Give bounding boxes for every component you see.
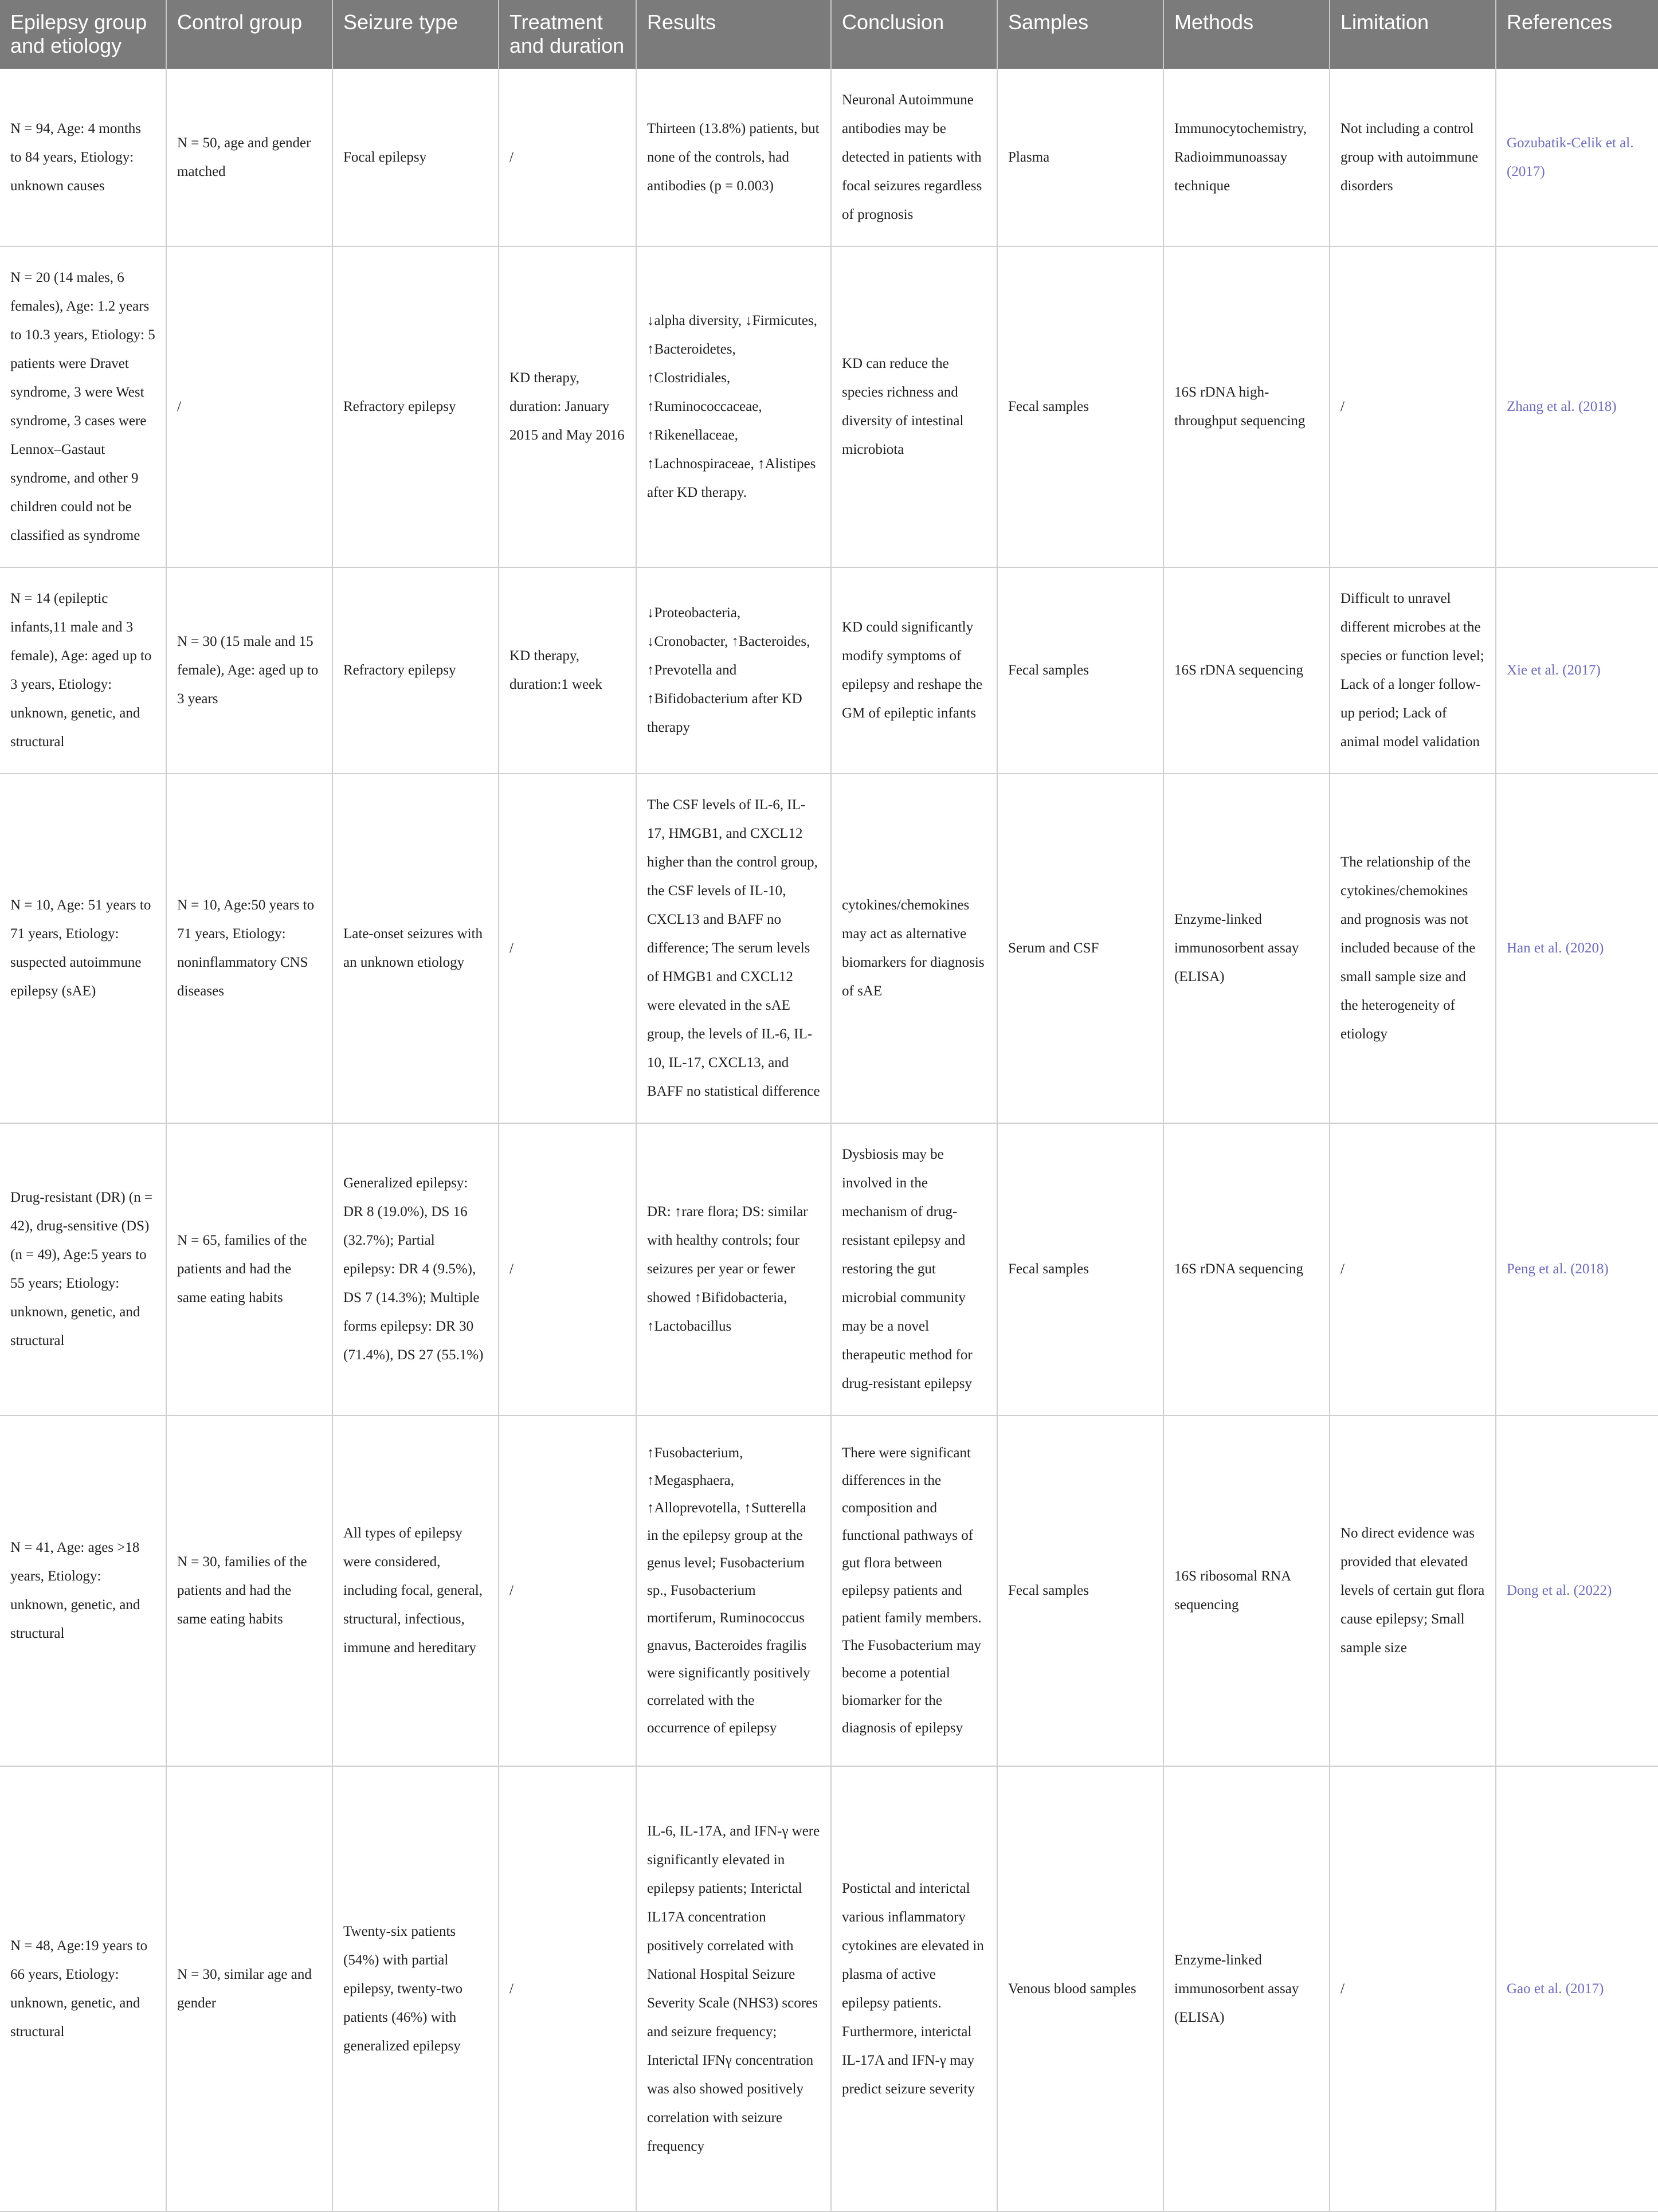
treatment-cell: / [499, 1766, 636, 2211]
conclusion-cell: KD can reduce the species richness and diversity of intestinal microbiota [831, 246, 997, 567]
conclusion-cell: Postictal and interictal various inflammatory cytokines are elevated in plasma of active epilepsy patients. Furthermore, interictal IL-17A and IFN-γ may predict seizure severity [831, 1766, 997, 2211]
results-cell: ↓alpha diversity, ↓Firmicutes, ↑Bacteroidetes, ↑Clostridiales, ↑Ruminococcaceae, ↑Rikenellaceae, ↑Lachnospiraceae, ↑Alistipes after KD therapy. [636, 246, 831, 567]
control-group-cell: N = 65, families of the patients and had the same eating habits [166, 1123, 332, 1415]
samples-cell: Fecal samples [997, 1123, 1163, 1415]
epilepsy-group-cell: N = 48, Age:19 years to 66 years, Etiology: unknown, genetic, and structural [0, 1766, 166, 2211]
limitation-cell: No direct evidence was provided that elevated levels of certain gut flora cause epilepsy; Small sample size [1330, 1415, 1496, 1766]
methods-cell: 16S rDNA high-throughput sequencing [1163, 246, 1330, 567]
samples-cell: Fecal samples [997, 1415, 1163, 1766]
limitation-cell: The relationship of the cytokines/chemokines and prognosis was not included because of the small sample size and the heterogeneity of etiology [1330, 774, 1496, 1123]
seizure-type-cell: Focal epilepsy [332, 69, 499, 246]
conclusion-cell: There were significant differences in the composition and functional pathways of gut flora between epilepsy patients and patient family members. The Fusobacterium may become a potential biomarker for the diagnosis of epilepsy [831, 1415, 997, 1766]
table-row [0, 774, 1658, 1123]
table-row [0, 567, 1658, 774]
conclusion-cell: KD could significantly modify symptoms of epilepsy and reshape the GM of epileptic infants [831, 567, 997, 774]
table-row [0, 1415, 1658, 1766]
column-header-methods: Methods [1163, 0, 1330, 69]
control-group-cell: N = 50, age and gender matched [166, 69, 332, 246]
methods-cell: 16S rDNA sequencing [1163, 1123, 1330, 1415]
results-cell: Thirteen (13.8%) patients, but none of the controls, had antibodies (p = 0.003) [636, 69, 831, 246]
limitation-cell: / [1330, 1766, 1496, 2211]
conclusion-cell: Dysbiosis may be involved in the mechanism of drug-resistant epilepsy and restoring the gut microbial community may be a novel therapeutic method for drug-resistant epilepsy [831, 1123, 997, 1415]
reference-link[interactable]: Gao et al. (2017) [1496, 1766, 1658, 2211]
conclusion-cell: Neuronal Autoimmune antibodies may be detected in patients with focal seizures regardless of prognosis [831, 69, 997, 246]
control-group-cell: N = 30, families of the patients and had the same eating habits [166, 1415, 332, 1766]
control-group-cell: N = 30 (15 male and 15 female), Age: aged up to 3 years [166, 567, 332, 774]
epilepsy-group-cell: N = 41, Age: ages >18 years, Etiology: unknown, genetic, and structural [0, 1415, 166, 1766]
column-header-conclusion: Conclusion [831, 0, 997, 69]
limitation-cell: Difficult to unravel different microbes at the species or function level; Lack of a longer follow-up period; Lack of animal model validation [1330, 567, 1496, 774]
epilepsy-group-cell: N = 10, Age: 51 years to 71 years, Etiology: suspected autoimmune epilepsy (sAE) [0, 774, 166, 1123]
limitation-cell: / [1330, 1123, 1496, 1415]
seizure-type-cell: Refractory epilepsy [332, 246, 499, 567]
column-header-limitation: Limitation [1330, 0, 1496, 69]
seizure-type-cell: Late-onset seizures with an unknown etiology [332, 774, 499, 1123]
reference-link[interactable]: Peng et al. (2018) [1496, 1123, 1658, 1415]
treatment-cell: / [499, 1415, 636, 1766]
samples-cell: Fecal samples [997, 567, 1163, 774]
results-cell: IL-6, IL-17A, and IFN-γ were significantly elevated in epilepsy patients; Interictal IL17A concentration positively correlated with National Hospital Seizure Severity Scale (NHS3) scores and seizure frequency; Interictal IFNγ concentration was also showed positively correlation with seizure frequency [636, 1766, 831, 2211]
limitation-cell: / [1330, 246, 1496, 567]
results-cell: DR: ↑rare flora; DS: similar with healthy controls; four seizures per year or fewer showed ↑Bifidobacteria, ↑Lactobacillus [636, 1123, 831, 1415]
table-row [0, 69, 1658, 246]
results-cell: The CSF levels of IL-6, IL-17, HMGB1, and CXCL12 higher than the control group, the CSF levels of IL-10, CXCL13 and BAFF no difference; The serum levels of HMGB1 and CXCL12 were elevated in the sAE group, the levels of IL-6, IL-10, IL-17, CXCL13, and BAFF no statistical difference [636, 774, 831, 1123]
results-cell: ↑Fusobacterium, ↑Megasphaera, ↑Alloprevotella, ↑Sutterella in the epilepsy group at the genus level; Fusobacterium sp., Fusobacterium mortiferum, Ruminococcus gnavus, Bacteroides fragilis were significantly positively correlated with the occurrence of epilepsy [636, 1415, 831, 1766]
methods-cell: 16S ribosomal RNA sequencing [1163, 1415, 1330, 1766]
column-header-epilepsy-group: Epilepsy group and etiology [0, 0, 166, 69]
reference-link[interactable]: Dong et al. (2022) [1496, 1415, 1658, 1766]
treatment-cell: KD therapy, duration:1 week [499, 567, 636, 774]
methods-cell: Enzyme-linked immunosorbent assay (ELISA) [1163, 774, 1330, 1123]
header-row [0, 0, 1658, 69]
limitation-cell: Not including a control group with autoimmune disorders [1330, 69, 1496, 246]
methods-cell: Immunocytochemistry, Radioimmunoassay technique [1163, 69, 1330, 246]
control-group-cell: N = 30, similar age and gender [166, 1766, 332, 2211]
table-row [0, 246, 1658, 567]
column-header-references: References [1496, 0, 1658, 69]
conclusion-cell: cytokines/chemokines may act as alternative biomarkers for diagnosis of sAE [831, 774, 997, 1123]
epilepsy-group-cell: Drug-resistant (DR) (n = 42), drug-sensitive (DS) (n = 49), Age:5 years to 55 years; Etiology: unknown, genetic, and structural [0, 1123, 166, 1415]
reference-link[interactable]: Zhang et al. (2018) [1496, 246, 1658, 567]
results-cell: ↓Proteobacteria, ↓Cronobacter, ↑Bacteroides, ↑Prevotella and ↑Bifidobacterium after KD therapy [636, 567, 831, 774]
table-row [0, 1766, 1658, 2211]
control-group-cell: N = 10, Age:50 years to 71 years, Etiology: noninflammatory CNS diseases [166, 774, 332, 1123]
epilepsy-group-cell: N = 14 (epileptic infants,11 male and 3 female), Age: aged up to 3 years, Etiology: unknown, genetic, and structural [0, 567, 166, 774]
column-header-treatment: Treatment and duration [499, 0, 636, 69]
control-group-cell: / [166, 246, 332, 567]
seizure-type-cell: Generalized epilepsy: DR 8 (19.0%), DS 16 (32.7%); Partial epilepsy: DR 4 (9.5%), DS 7 (14.3%); Multiple forms epilepsy: DR 30 (71.4%), DS 27 (55.1%) [332, 1123, 499, 1415]
column-header-samples: Samples [997, 0, 1163, 69]
seizure-type-cell: All types of epilepsy were considered, including focal, general, structural, infectious, immune and hereditary [332, 1415, 499, 1766]
samples-cell: Venous blood samples [997, 1766, 1163, 2211]
column-header-control-group: Control group [166, 0, 332, 69]
methods-cell: Enzyme-linked immunosorbent assay (ELISA) [1163, 1766, 1330, 2211]
samples-cell: Plasma [997, 69, 1163, 246]
samples-cell: Serum and CSF [997, 774, 1163, 1123]
seizure-type-cell: Refractory epilepsy [332, 567, 499, 774]
treatment-cell: / [499, 774, 636, 1123]
epilepsy-group-cell: N = 94, Age: 4 months to 84 years, Etiology: unknown causes [0, 69, 166, 246]
table-row [0, 1123, 1658, 1415]
reference-link[interactable]: Xie et al. (2017) [1496, 567, 1658, 774]
reference-link[interactable]: Han et al. (2020) [1496, 774, 1658, 1123]
methods-cell: 16S rDNA sequencing [1163, 567, 1330, 774]
treatment-cell: KD therapy, duration: January 2015 and May 2016 [499, 246, 636, 567]
treatment-cell: / [499, 69, 636, 246]
reference-link[interactable]: Gozubatik-Celik et al. (2017) [1496, 69, 1658, 246]
treatment-cell: / [499, 1123, 636, 1415]
samples-cell: Fecal samples [997, 246, 1163, 567]
seizure-type-cell: Twenty-six patients (54%) with partial epilepsy, twenty-two patients (46%) with generalized epilepsy [332, 1766, 499, 2211]
column-header-seizure-type: Seizure type [332, 0, 499, 69]
column-header-results: Results [636, 0, 831, 69]
epilepsy-group-cell: N = 20 (14 males, 6 females), Age: 1.2 years to 10.3 years, Etiology: 5 patients were Dravet syndrome, 3 were West syndrome, 3 cases were Lennox–Gastaut syndrome, and other 9 children could not be classified as syndrome [0, 246, 166, 567]
